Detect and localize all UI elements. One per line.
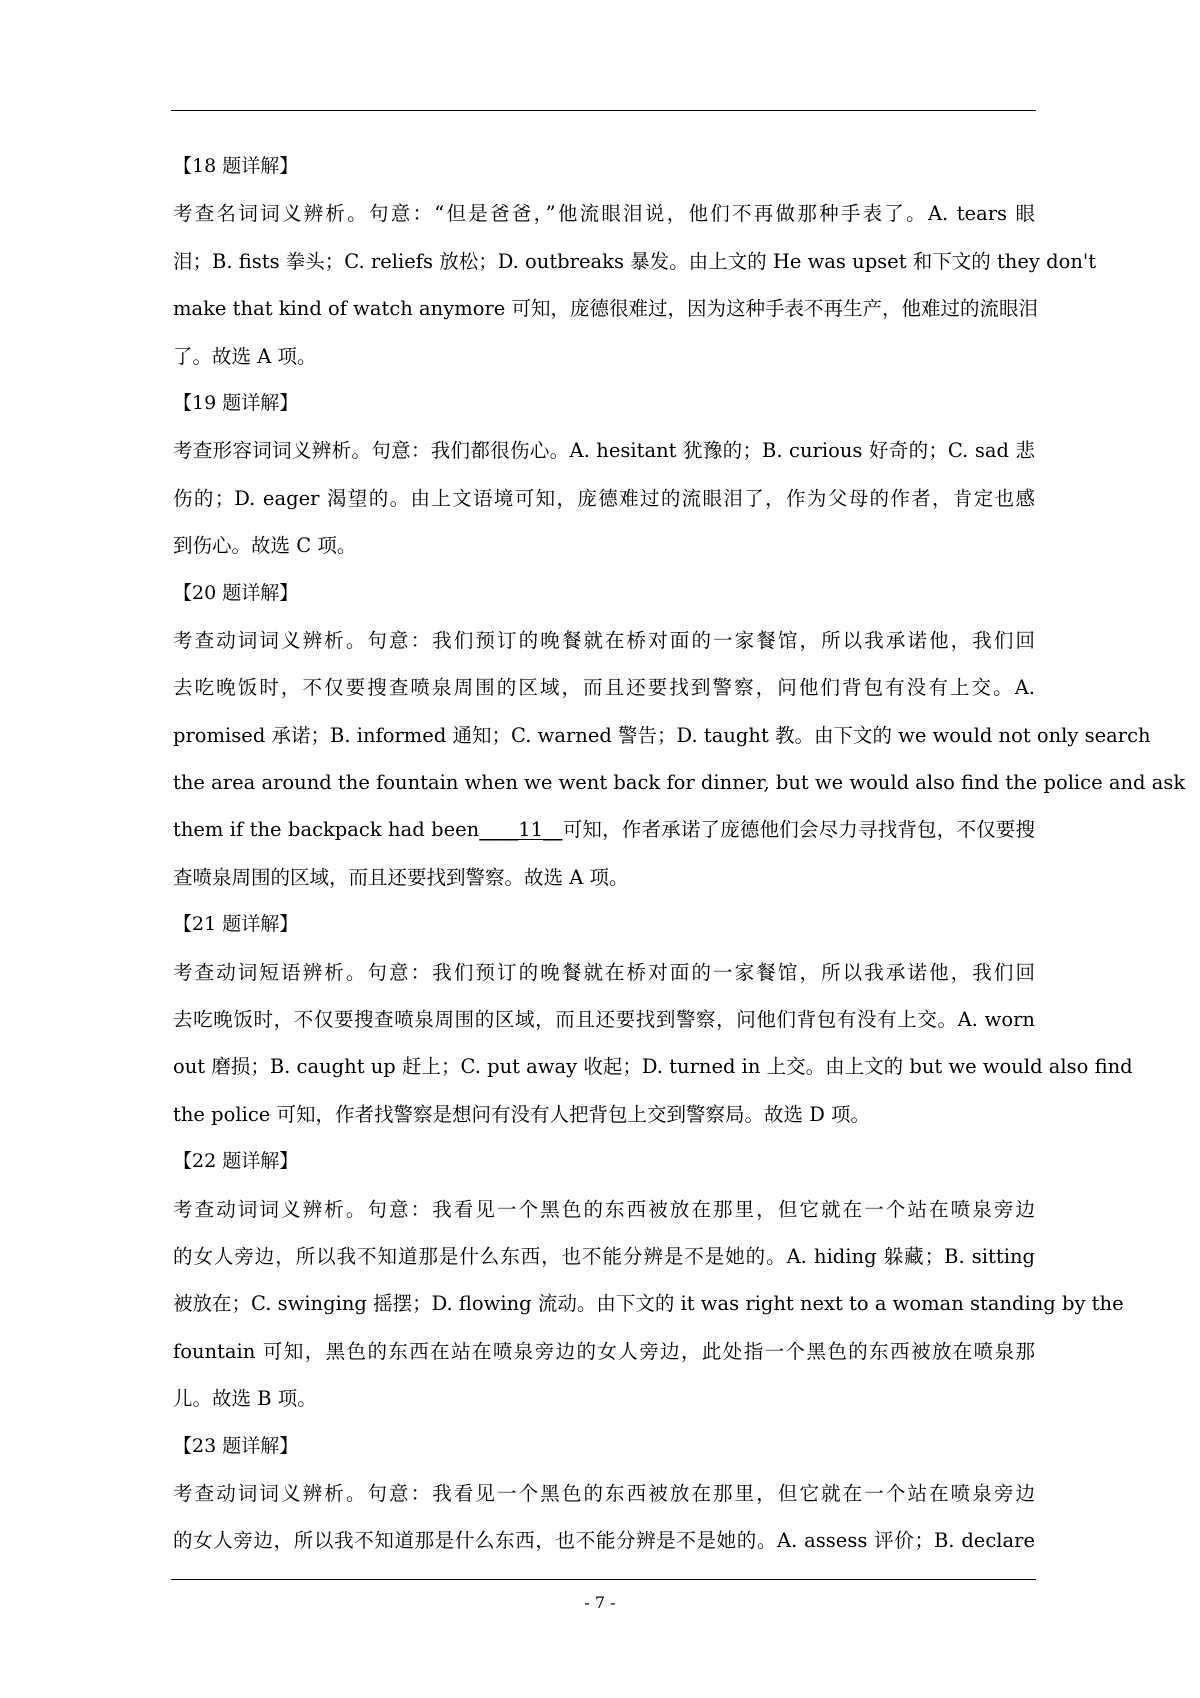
paragraph-line: 了。故选 A 项。 (173, 344, 317, 368)
fill-in-blank: ____11__ (479, 818, 563, 842)
paragraph-line: 考查动词词义辨析。句意：我们预订的晚餐就在桥对面的一家餐馆，所以我承诺他，我们回 (173, 628, 1035, 652)
paragraph-line: 考查动词词义辨析。句意：我看见一个黑色的东西被放在那里，但它就在一个站在喷泉旁边 (173, 1481, 1035, 1505)
paragraph-line: 考查动词短语辨析。句意：我们预订的晚餐就在桥对面的一家餐馆，所以我承诺他，我们回 (173, 960, 1035, 984)
line-text: 可知，作者承诺了庞德他们会尽力寻找背包，不仅要搜 (562, 818, 1035, 842)
document-body (173, 143, 1186, 1565)
section-heading: 【19 题详解】 (173, 391, 299, 414)
paragraph-line: 去吃晚饭时，不仅要搜查喷泉周围的区域，而且还要找到警察，问他们背包有没有上交。A. worn (173, 1008, 1035, 1032)
paragraph-line: 的女人旁边，所以我不知道那是什么东西，也不能分辨是不是她的。A. assess 评价；B. declare (173, 1529, 1035, 1553)
section-21 (173, 901, 1133, 1138)
paragraph-line: the area around the fountain when we went back for dinner, but we would also find the police and ask (173, 771, 1186, 795)
section-heading: 【23 题详解】 (173, 1434, 299, 1457)
paragraph-line: 泪；B. fists 拳头；C. reliefs 放松；D. outbreaks 暴发。由上文的 He was upset 和下文的 they don't (173, 249, 1097, 273)
header-rule (171, 110, 1036, 111)
paragraph-line (173, 806, 1035, 853)
paragraph-line: 到伤心。故选 C 项。 (173, 534, 357, 558)
paragraph-line: make that kind of watch anymore 可知，庞德很难过，因为这种手表不再生产，他难过的流眼泪 (173, 297, 1038, 321)
section-23 (173, 1423, 1035, 1565)
section-19 (173, 380, 1035, 570)
paragraph-line: 查喷泉周围的区域，而且还要找到警察。故选 A 项。 (173, 865, 629, 889)
section-18 (173, 143, 1097, 380)
paragraph-line: 被放在；C. swinging 摇摆；D. flowing 流动。由下文的 it was right next to a woman standing by the (173, 1292, 1124, 1316)
line-text: them if the backpack had been (173, 818, 480, 842)
section-heading: 【20 题详解】 (173, 581, 299, 604)
page-number: - 7 - (584, 1593, 616, 1612)
paragraph-line: promised 承诺；B. informed 通知；C. warned 警告；D. taught 教。由下文的 we would not only search (173, 723, 1151, 747)
paragraph-line: 的女人旁边，所以我不知道那是什么东西，也不能分辨是不是她的。A. hiding 躲藏；B. sitting (173, 1244, 1035, 1268)
section-20 (173, 570, 1186, 902)
paragraph-line: the police 可知，作者找警察是想问有没有人把背包上交到警察局。故选 D 项。 (173, 1102, 871, 1126)
section-22 (173, 1138, 1124, 1422)
paragraph-line: 去吃晚饭时，不仅要搜查喷泉周围的区域，而且还要找到警察，问他们背包有没有上交。A. (173, 676, 1035, 700)
section-heading: 【22 题详解】 (173, 1150, 299, 1173)
paragraph-line: 考查形容词词义辨析。句意：我们都很伤心。A. hesitant 犹豫的；B. curious 好奇的；C. sad 悲 (173, 439, 1035, 463)
paragraph-line: 儿。故选 B 项。 (173, 1387, 317, 1411)
paragraph-line: 考查名词词义辨析。句意：“但是爸爸，”他流眼泪说，他们不再做那种手表了。A. tears 眼 (173, 202, 1035, 226)
paragraph-line: 伤的；D. eager 渴望的。由上文语境可知，庞德难过的流眼泪了，作为父母的作者，肯定也感 (173, 486, 1035, 510)
section-heading: 【21 题详解】 (173, 913, 299, 936)
paragraph-line: out 磨损；B. caught up 赶上；C. put away 收起；D. turned in 上交。由上文的 but we would also find (173, 1055, 1133, 1079)
section-heading: 【18 题详解】 (173, 155, 299, 177)
paragraph-line: fountain 可知，黑色的东西在站在喷泉旁边的女人旁边，此处指一个黑色的东西被放在喷泉那 (173, 1339, 1035, 1363)
paragraph-line: 考查动词词义辨析。句意：我看见一个黑色的东西被放在那里，但它就在一个站在喷泉旁边 (173, 1197, 1035, 1221)
footer-rule (171, 1579, 1036, 1580)
